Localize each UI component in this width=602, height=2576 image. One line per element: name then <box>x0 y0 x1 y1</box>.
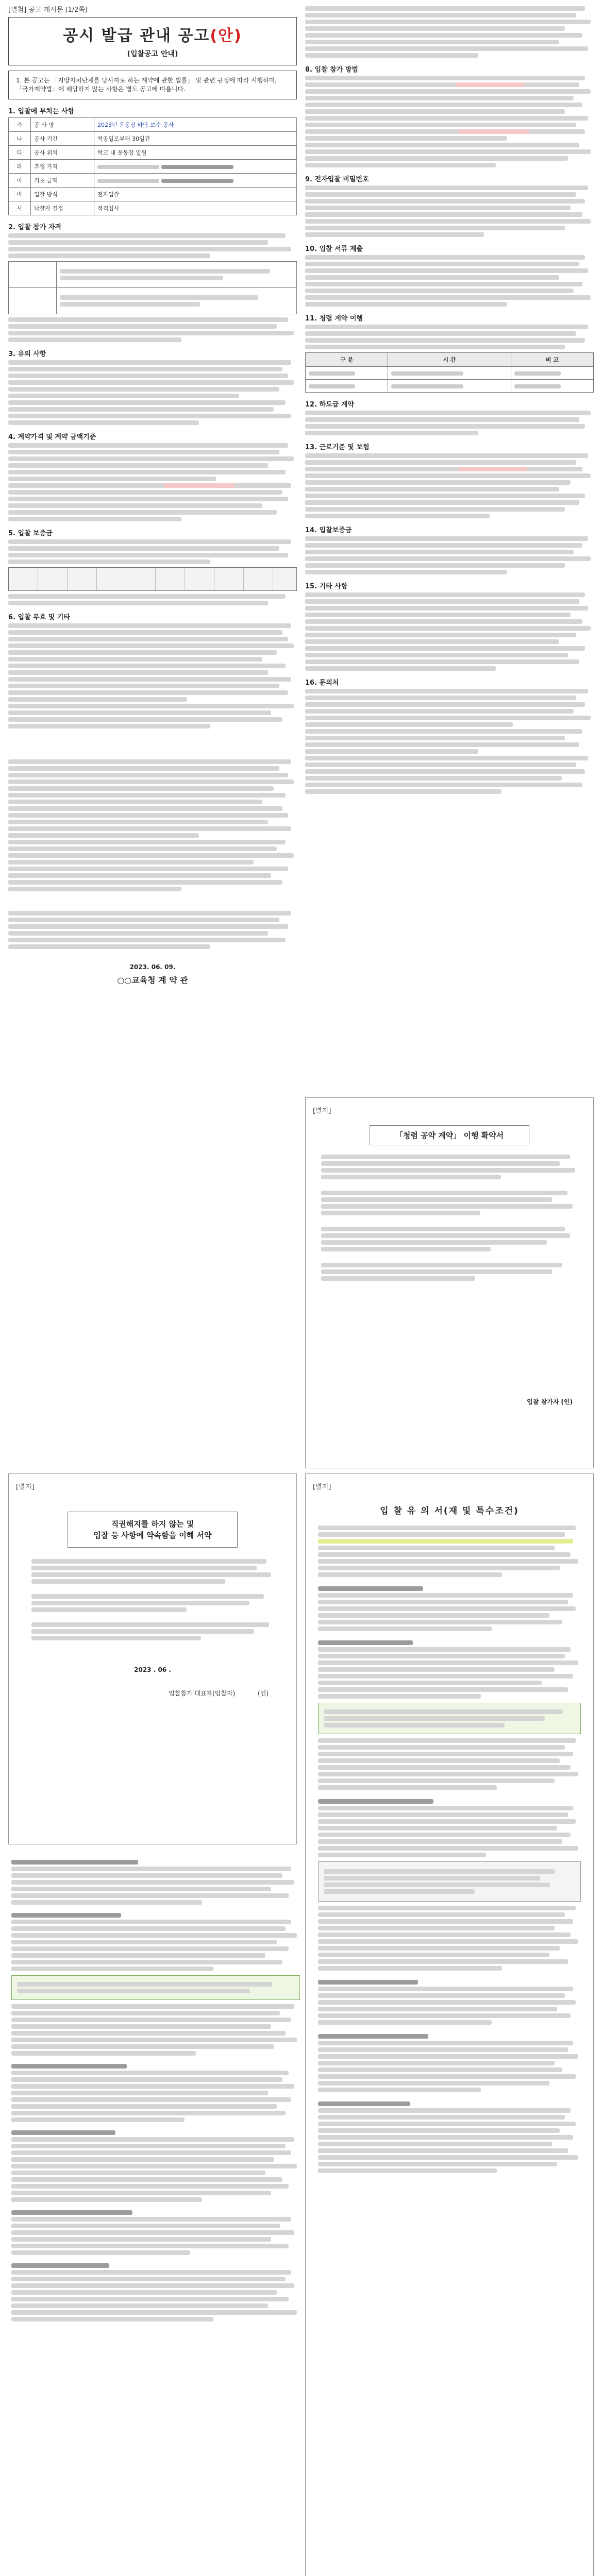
signer-label: 입찰참가 대표자(입찰자) <box>169 1690 236 1697</box>
section-heading: 15. 기타 사항 <box>305 583 348 590</box>
page-4-continued <box>8 1855 303 2576</box>
schedule-table <box>305 352 594 393</box>
page-3-form <box>305 1097 594 1468</box>
section-heading: 10. 입찰 서류 제출 <box>305 245 363 253</box>
table-row: 사 낙찰자 결정 적격심사 <box>9 201 297 215</box>
sign-date: 2023. 06. 09. <box>129 963 176 971</box>
section-heading: 12. 하도급 계약 <box>305 401 354 409</box>
title-box <box>8 17 297 65</box>
section-heading: 1. 입찰에 부치는 사항 <box>8 108 75 115</box>
section-heading: 6. 입찰 무효 및 기타 <box>8 614 70 621</box>
section-heading: 3. 유의 사항 <box>8 350 46 358</box>
page-5-form <box>305 1473 594 2576</box>
table-row: 바 입찰 방식 전자입찰 <box>9 188 297 201</box>
table-row: 마 기초 금액 <box>9 174 297 188</box>
notice-box <box>318 1861 581 1902</box>
form-title: 입 찰 유 의 서(재 및 특수조건) <box>380 1506 519 1516</box>
sign-org: ○○교육청 계 약 관 <box>117 975 188 985</box>
section-heading: 16. 문의처 <box>305 679 339 687</box>
section-heading: 8. 입찰 참가 방법 <box>305 66 358 74</box>
section-heading: 11. 청렴 계약 이행 <box>305 315 363 323</box>
table-row: 다 공사 위치 학교 내 운동장 일원 <box>9 146 297 160</box>
highlight-box <box>11 1975 300 2000</box>
table-row: 나 공사 기간 착공일로부터 30일간 <box>9 132 297 146</box>
section-heading: 5. 입찰 보증금 <box>8 530 53 537</box>
form-title: 직권해지를 하지 않는 및 입찰 등 사항에 약속함을 이해 서약 <box>68 1512 238 1548</box>
table-row: 구 분 시 간 비 고 <box>306 353 594 367</box>
form-label: [별지] <box>16 1483 35 1491</box>
info-table <box>8 117 297 215</box>
section-heading: 9. 전자입찰 비밀번호 <box>305 176 369 183</box>
table-row <box>306 367 594 380</box>
highlight-box <box>318 1703 581 1734</box>
qualification-table <box>8 261 297 314</box>
page-1 <box>8 4 297 694</box>
page-2 <box>305 4 594 1045</box>
page-4-form <box>8 1473 297 1844</box>
page-header: [별첨] 공고 게시문 (1/2쪽) <box>8 6 88 14</box>
signer-name: (인) <box>258 1690 269 1697</box>
table-row: 가 공 사 명 2023년 운동장 바닥 보수 공사 <box>9 118 297 132</box>
page-subtitle: (입찰공고 안내) <box>127 50 178 58</box>
section-heading: 4. 계약가격 및 계약 금액기준 <box>8 433 96 441</box>
page-title: 공시 발급 관내 공고(안) <box>63 27 242 45</box>
form-title: 「청렴 공약 계약」 이행 확약서 <box>370 1125 529 1145</box>
section-heading: 2. 입찰 참가 자격 <box>8 224 61 231</box>
form-date: 2023 . 06 . <box>134 1666 171 1673</box>
table-row: 라 추정 가격 <box>9 160 297 174</box>
section-heading: 14. 입찰보증금 <box>305 527 352 534</box>
section-heading: 13. 근로기준 및 보험 <box>305 444 370 451</box>
form-sign: 입찰 참가자 (인) <box>527 1398 573 1405</box>
form-label: [별지] <box>313 1107 331 1115</box>
form-label: [별지] <box>313 1483 331 1491</box>
notice-box: 1. 본 공고는 「지방자치단체를 당사자로 하는 계약에 관한 법률」 및 관련 규정에 따라 시행하며, 「국가계약법」에 해당하지 않는 사항은 별도 공고에 따릅니다. <box>8 71 297 99</box>
page-1-continued <box>8 757 297 1046</box>
table-row <box>306 380 594 393</box>
